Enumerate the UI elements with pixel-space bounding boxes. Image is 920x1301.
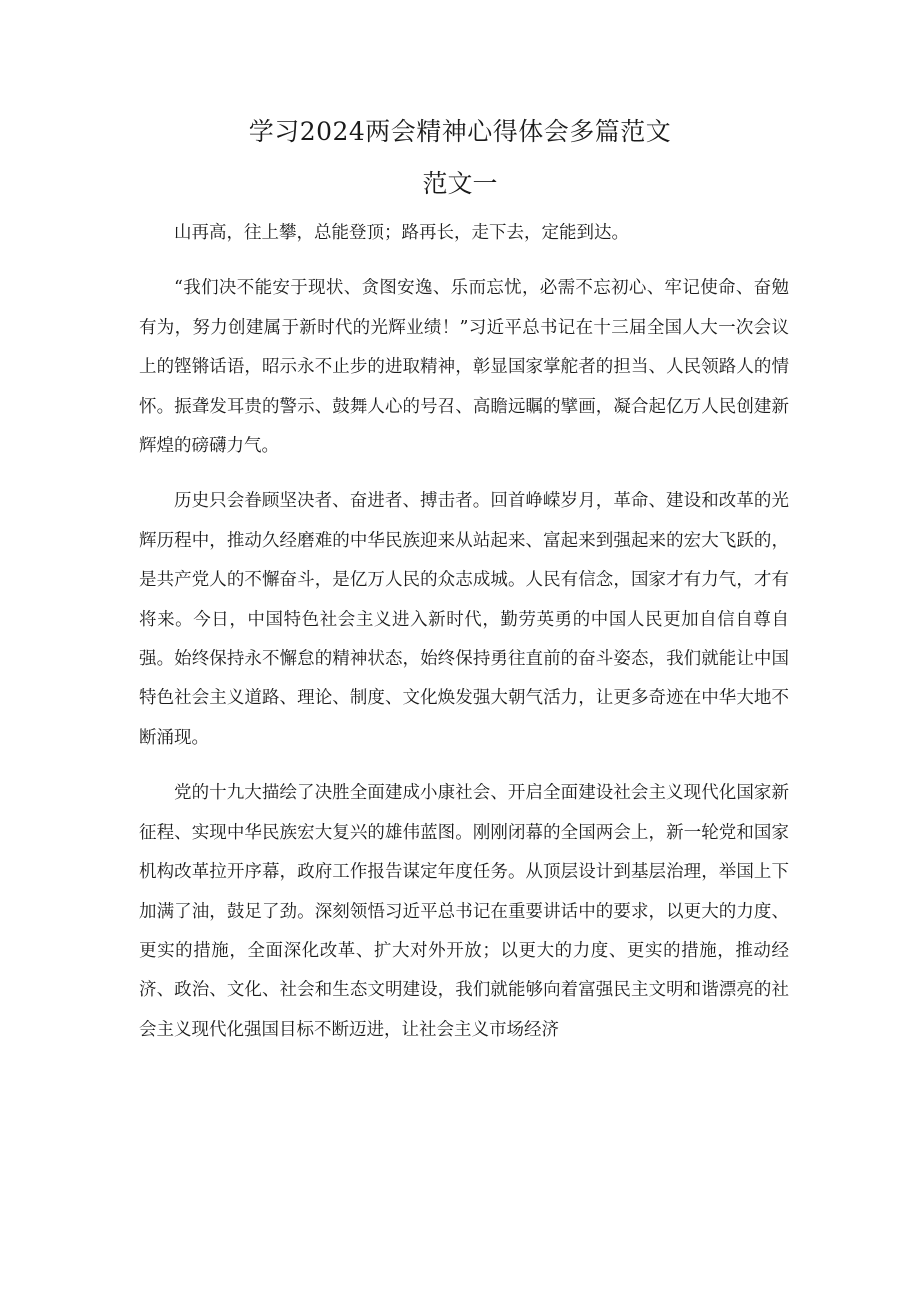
document-body — [139, 214, 789, 1066]
document-title: 学习2024两会精神心得体会多篇范文 — [248, 117, 672, 146]
paragraph-4: 党的十九大描绘了决胜全面建成小康社会、开启全面建设社会主义现代化国家新征程、实现中华民族宏大复兴的雄伟蓝图。刚刚闭幕的全国两会上，新一轮党和国家机构改革拉开序幕，政府工作报告谋定年度任务。从顶层设计到基层治理，举国上下加满了油，鼓足了劲。深刻领悟习近平总书记在重要讲话中的要求，以更大的力度、更实的措施，全面深化改革、扩大对外开放；以更大的力度、更实的措施，推动经济、政治、文化、社会和生态文明建设，我们就能够向着富强民主文明和谐漂亮的社会主义现代化强国目标不断迈进，让社会主义市场经济 — [139, 783, 789, 1040]
document-subtitle: 范文一 — [422, 169, 498, 198]
paragraph-3: 历史只会眷顾坚决者、奋进者、搏击者。回首峥嵘岁月，革命、建设和改革的光辉历程中，推动久经磨难的中华民族迎来从站起来、富起来到强起来的宏大飞跃的，是共产党人的不懈奋斗，是亿万人民的众志成城。人民有信念，国家才有力气，才有将来。今日，中国特色社会主义进入新时代，勤劳英勇的中国人民更加自信自尊自强。始终保持永不懈怠的精神状态，始终保持勇往直前的奋斗姿态，我们就能让中国特色社会主义道路、理论、制度、文化焕发强大朝气活力，让更多奇迹在中华大地不断涌现。 — [139, 491, 789, 748]
paragraph-2: “我们决不能安于现状、贪图安逸、乐而忘忧，必需不忘初心、牢记使命、奋勉有为，努力创建属于新时代的光辉业绩！”习近平总书记在十三届全国人大一次会议上的铿锵话语，昭示永不止步的进取精神，彰显国家掌舵者的担当、人民领路人的情怀。振聋发耳贵的警示、鼓舞人心的号召、高瞻远瞩的擘画，凝合起亿万人民创建新辉煌的磅礴力气。 — [139, 278, 789, 457]
paragraph-1: 山再高，往上攀，总能登顶；路再长，走下去，定能到达。 — [174, 223, 629, 243]
